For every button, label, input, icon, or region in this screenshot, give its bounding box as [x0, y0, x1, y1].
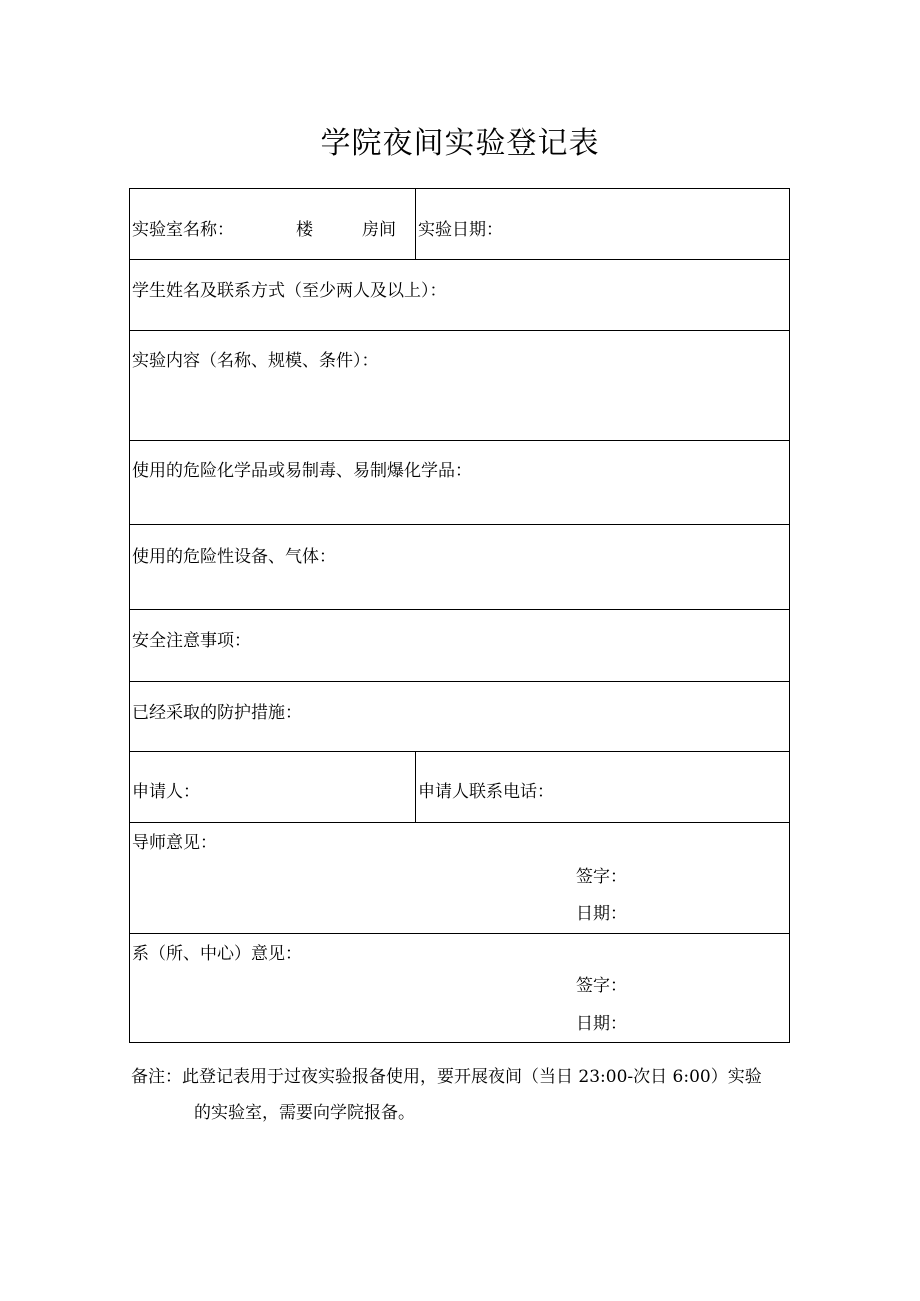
dept-opinion-label: 系（所、中心）意见：: [132, 944, 302, 964]
date-label: 实验日期：: [418, 220, 503, 240]
applicant-phone-label: 申请人联系电话：: [418, 782, 554, 802]
advisor-opinion-row[interactable]: [130, 823, 789, 934]
date-cell[interactable]: [416, 189, 789, 259]
advisor-opinion-label: 导师意见：: [132, 833, 217, 853]
remark-line-1: 备注：此登记表用于过夜实验报备使用，要开展夜间（当日 23:00-次日 6:00）实验: [131, 1067, 762, 1087]
building-label: 楼: [296, 220, 313, 240]
room-label: 房间: [362, 220, 396, 240]
registration-form: [129, 188, 790, 1043]
equipment-label: 使用的危险性设备、气体：: [132, 547, 336, 567]
content-label: 实验内容（名称、规模、条件）：: [132, 351, 379, 371]
chemicals-row[interactable]: [130, 441, 789, 525]
chemicals-label: 使用的危险化学品或易制毒、易制爆化学品：: [132, 461, 472, 481]
safety-row[interactable]: [130, 610, 789, 682]
advisor-sign-label: 签字：: [576, 867, 627, 887]
remark-line-2: 的实验室，需要向学院报备。: [194, 1103, 415, 1123]
dept-sign-label: 签字：: [576, 976, 627, 996]
measures-label: 已经采取的防护措施：: [132, 703, 302, 723]
lab-name-label: 实验室名称：: [132, 220, 234, 240]
advisor-date-label: 日期：: [576, 904, 627, 924]
content-row[interactable]: [130, 331, 789, 441]
measures-row[interactable]: [130, 682, 789, 752]
lab-info-row: [130, 189, 789, 260]
applicant-label: 申请人：: [132, 782, 200, 802]
dept-opinion-row[interactable]: [130, 934, 789, 1042]
safety-label: 安全注意事项：: [132, 631, 251, 651]
page-title: 学院夜间实验登记表: [320, 126, 600, 161]
students-row[interactable]: [130, 260, 789, 331]
students-label: 学生姓名及联系方式（至少两人及以上）：: [132, 281, 447, 301]
applicant-phone-cell[interactable]: [416, 752, 789, 822]
dept-date-label: 日期：: [576, 1014, 627, 1034]
applicant-cell[interactable]: [130, 752, 416, 822]
equipment-row[interactable]: [130, 525, 789, 610]
lab-name-cell[interactable]: [130, 189, 416, 259]
applicant-row: [130, 752, 789, 823]
